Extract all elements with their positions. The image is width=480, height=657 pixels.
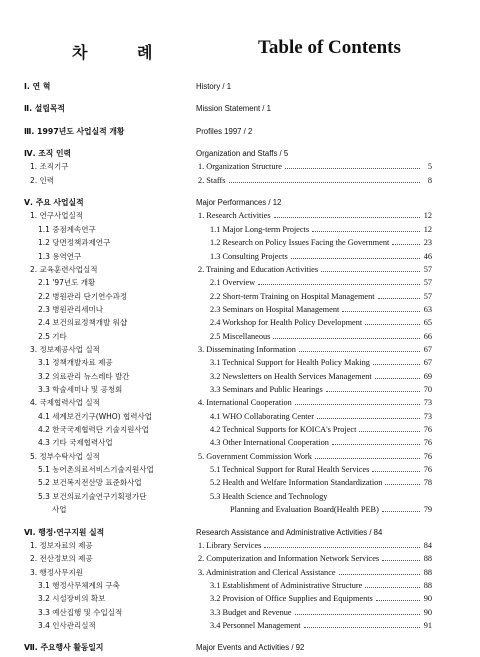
english-section-heading	[196, 526, 432, 539]
korean-toc-entry: 5.2 보건복지전산망 표준화사업	[38, 478, 142, 488]
dot-leader	[365, 324, 420, 325]
entry-title: 5.3 Health Science and Technology	[210, 491, 328, 501]
english-toc-entry	[196, 423, 432, 436]
english-toc-entry	[196, 174, 432, 187]
korean-toc-entry: 4.3 기타 국제협력사업	[38, 438, 113, 448]
korean-heading: 차 례	[72, 43, 175, 62]
english-toc-entry	[196, 503, 432, 516]
korean-toc-entry: 1.1 중점계속연구	[38, 224, 96, 234]
entry-title: 1.1 Major Long-term Projects	[210, 224, 310, 234]
page-number: 57	[423, 278, 432, 288]
english-toc-entry	[196, 263, 432, 276]
dot-leader	[385, 484, 420, 485]
entry-title: Planning and Evaluation Board(Health PEB)	[230, 505, 379, 515]
korean-toc-entry: 1. 연구사업실적	[30, 211, 84, 221]
entry-title: 1.2 Research on Policy Issues Facing the Government	[210, 238, 390, 248]
english-toc-entry	[196, 410, 432, 423]
dot-leader	[373, 364, 420, 365]
korean-toc-entry: 1.2 당면정책과제연구	[38, 238, 111, 248]
english-section-heading	[196, 102, 432, 115]
korean-toc-entry: 2.2 병원관리 단기연수과정	[38, 291, 128, 301]
english-section-heading	[196, 80, 432, 93]
entry-title: 5.2 Health and Welfare Information Standardization	[210, 478, 383, 488]
entry-title: 3.2 Newsletters on Health Services Management	[210, 371, 372, 381]
english-toc-entry	[196, 290, 432, 303]
entry-title: 4.2 Technical Supports for KOICA's Project	[210, 425, 357, 435]
english-toc-entry	[196, 330, 432, 343]
entry-title: Organization and Staffs / 5	[196, 149, 289, 159]
korean-toc-entry: 3. 정보제공사업 실적	[30, 344, 100, 354]
page-number: 73	[423, 411, 432, 421]
english-toc-entry	[196, 396, 432, 409]
dot-leader	[299, 351, 420, 352]
entry-title: Research Assistance and Administrative Activities / 84	[196, 527, 383, 537]
english-section-heading	[196, 196, 432, 209]
korean-toc-entry: 5.1 농어촌의료서비스기술지원사업	[38, 465, 154, 475]
korean-toc-entry: 3.2 의료관리 뉴스레타 발간	[38, 371, 130, 381]
page-number: 88	[423, 580, 432, 590]
entry-title: 1. Library Services	[198, 540, 262, 550]
korean-toc-entry: 1. 정보자료의 제공	[30, 540, 93, 550]
page-number: 76	[423, 451, 432, 461]
dot-leader	[295, 404, 420, 405]
page-number: 12	[423, 211, 432, 221]
dot-leader	[326, 391, 420, 392]
korean-toc-entry: 4. 국제협력사업 실적	[30, 398, 100, 408]
page-number: 57	[423, 291, 432, 301]
dot-leader	[372, 471, 420, 472]
english-heading: Table of Contents	[258, 37, 401, 58]
entry-title: 1. Organization Structure	[198, 162, 282, 172]
dot-leader	[375, 378, 420, 379]
english-toc-entry	[196, 579, 432, 592]
english-toc-entry	[196, 436, 432, 449]
english-toc-entry	[196, 606, 432, 619]
korean-toc-entry: 4.1 세계보건기구(WHO) 협력사업	[38, 411, 152, 421]
page-number: 91	[423, 620, 432, 630]
korean-section-heading: Ⅱ. 설립목적	[24, 104, 65, 114]
dot-leader	[317, 418, 420, 419]
page-number: 70	[423, 385, 432, 394]
korean-toc-entry: 3.3 예산집행 및 수입실적	[38, 607, 123, 617]
page-number: 5	[427, 162, 432, 172]
korean-toc-entry: 2. 전산정보의 제공	[30, 554, 93, 564]
entry-title: 3.4 Personnel Management	[210, 620, 301, 630]
dot-leader	[365, 587, 420, 588]
dot-leader	[229, 182, 420, 183]
korean-toc-entry: 3. 행정사무지원	[30, 567, 84, 577]
page-number: 76	[423, 465, 432, 475]
korean-toc-entry: 5. 정부수탁사업 실적	[30, 451, 100, 461]
korean-toc-entry: 3.4 인사관리실적	[38, 620, 96, 630]
dot-leader	[258, 284, 420, 285]
korean-toc-entry: 2.4 보건의료정책개발 워샵	[38, 318, 128, 328]
english-toc-entry	[196, 370, 432, 383]
korean-toc-entry: 3.1 행정사무체계의 구축	[38, 580, 120, 590]
korean-toc-entry: 1.3 용역연구	[38, 251, 82, 261]
english-toc-entry	[196, 490, 432, 503]
entry-title: 3.1 Technical Support for Health Policy Making	[210, 358, 370, 368]
dot-leader	[264, 547, 420, 548]
entry-title: 2.5 Miscellaneous	[210, 331, 271, 341]
page-number: 76	[423, 438, 432, 448]
english-toc-entry	[196, 619, 432, 632]
entry-title: 3.3 Seminars and Public Hearings	[210, 385, 323, 394]
korean-toc-entry: 사업	[52, 505, 67, 515]
korean-toc-entry: 2.5 기타	[38, 331, 67, 341]
dot-leader	[342, 311, 420, 312]
dot-leader	[304, 627, 420, 628]
entry-title: History / 1	[196, 82, 232, 91]
korean-toc-entry: 2.1 '97년도 개황	[38, 278, 96, 288]
korean-section-heading: Ⅶ. 주요행사 활동일지	[24, 643, 104, 653]
dot-leader	[378, 298, 420, 299]
entry-title: 2.3 Seminars on Hospital Management	[210, 304, 340, 314]
entry-title: 5. Government Commission Work	[198, 451, 312, 461]
page-number: 46	[423, 251, 432, 261]
entry-title: 1.3 Consulting Projects	[210, 251, 288, 261]
page-number: 76	[423, 425, 432, 435]
english-toc-entry	[196, 250, 432, 263]
page-number: 90	[423, 607, 432, 617]
korean-toc-entry: 2. 교육훈련사업실적	[30, 264, 98, 274]
english-toc-entry	[196, 223, 432, 236]
korean-toc-entry: 3.2 시설장비의 확보	[38, 594, 106, 604]
entry-title: 3.3 Budget and Revenue	[210, 607, 292, 617]
page-number: 90	[423, 594, 432, 604]
entry-title: 2.1 Overview	[210, 278, 256, 288]
english-section-heading	[196, 147, 432, 160]
dot-leader	[392, 244, 420, 245]
english-toc-entry	[196, 450, 432, 463]
english-toc-entry	[196, 209, 432, 222]
entry-title: 3. Disseminating Information	[198, 344, 296, 354]
dot-leader	[285, 168, 420, 169]
english-toc-entry	[196, 463, 432, 476]
entry-title: 2. Staffs	[198, 175, 226, 185]
dot-leader	[295, 614, 420, 615]
english-toc-entry	[196, 160, 432, 173]
entry-title: 4.1 WHO Collaborating Center	[210, 411, 314, 421]
entry-title: 3.2 Provision of Office Supplies and Equipments	[210, 594, 373, 604]
page-number: 65	[423, 318, 432, 328]
korean-section-heading: Ⅳ. 조직 인력	[24, 149, 72, 159]
dot-leader	[359, 431, 420, 432]
page-number: 88	[423, 567, 432, 577]
dot-leader	[274, 217, 420, 218]
entry-title: 2.4 Workshop for Health Policy Development	[210, 318, 363, 328]
page-number: 66	[423, 331, 432, 341]
dot-leader	[291, 258, 420, 259]
page-number: 23	[423, 238, 432, 248]
page-number: 79	[423, 505, 432, 515]
dot-leader	[312, 231, 420, 232]
entry-title: 3. Administration and Clerical Assistance	[198, 567, 336, 577]
korean-section-heading: Ⅲ. 1997년도 사업실적 개황	[24, 126, 125, 136]
english-toc-entry	[196, 356, 432, 369]
page-number: 73	[423, 398, 432, 408]
english-toc-entry	[196, 303, 432, 316]
korean-toc-entry: 4.2 한국국제협력단 기술지원사업	[38, 425, 149, 435]
entry-title: 4. International Cooperation	[198, 398, 292, 408]
entry-title: 2. Computerization and Information Network Services	[198, 554, 380, 564]
dot-leader	[321, 271, 420, 272]
korean-toc-entry: 3.3 학술세미나 및 공청회	[38, 385, 123, 394]
page-number: 12	[423, 224, 432, 234]
korean-toc-entry: 2. 인력	[30, 175, 55, 185]
page-number: 84	[423, 540, 432, 550]
page-number: 78	[423, 478, 432, 488]
page-number: 67	[423, 358, 432, 368]
entry-title: 2.2 Short-term Training on Hospital Management	[210, 291, 375, 301]
page-number: 8	[427, 175, 432, 185]
page-number: 67	[423, 344, 432, 354]
page-number: 88	[423, 554, 432, 564]
page-number: 69	[423, 371, 432, 381]
korean-section-heading: Ⅴ. 주요 사업실적	[24, 198, 84, 208]
korean-section-heading: Ⅰ. 연 혁	[24, 82, 51, 91]
entry-title: 2. Training and Education Activities	[198, 264, 319, 274]
page-number: 57	[423, 264, 432, 274]
english-toc-entry	[196, 343, 432, 356]
entry-title: 3.1 Establishment of Administrative Structure	[210, 580, 363, 590]
english-toc-entry	[196, 552, 432, 565]
entry-title: Profiles 1997 / 2	[196, 126, 253, 136]
english-section-heading	[196, 641, 432, 654]
english-toc-entry	[196, 276, 432, 289]
entry-title: Major Performances / 12	[196, 198, 282, 208]
entry-title: 1. Research Activities	[198, 211, 271, 221]
entry-title: Major Events and Activities / 92	[196, 643, 305, 653]
english-toc-entry	[196, 476, 432, 489]
dot-leader	[376, 600, 420, 601]
english-toc-entry	[196, 539, 432, 552]
entry-title: 4.3 Other International Cooperation	[210, 438, 329, 448]
korean-toc-entry: 2.3 병원관리세미나	[38, 304, 104, 314]
english-section-heading	[196, 125, 432, 138]
dot-leader	[315, 458, 420, 459]
entry-title: 5.1 Technical Support for Rural Health Services	[210, 465, 370, 475]
dot-leader	[382, 560, 420, 561]
korean-toc-entry: 5.3 보건의료기술연구기획평가단	[38, 491, 147, 501]
english-toc-entry	[196, 316, 432, 329]
dot-leader	[332, 444, 420, 445]
korean-section-heading: Ⅵ. 행정·연구지원 실적	[24, 527, 105, 537]
korean-toc-entry: 3.1 정책개발자료 제공	[38, 358, 113, 368]
english-toc-entry	[196, 236, 432, 249]
english-toc-entry	[196, 566, 432, 579]
dot-leader	[339, 574, 420, 575]
page-number: 63	[423, 304, 432, 314]
english-toc-entry	[196, 592, 432, 605]
dot-leader	[273, 338, 420, 339]
dot-leader	[382, 511, 420, 512]
entry-title: Mission Statement / 1	[196, 104, 271, 114]
korean-toc-entry: 1. 조직기구	[30, 162, 69, 172]
english-toc-entry	[196, 383, 432, 396]
